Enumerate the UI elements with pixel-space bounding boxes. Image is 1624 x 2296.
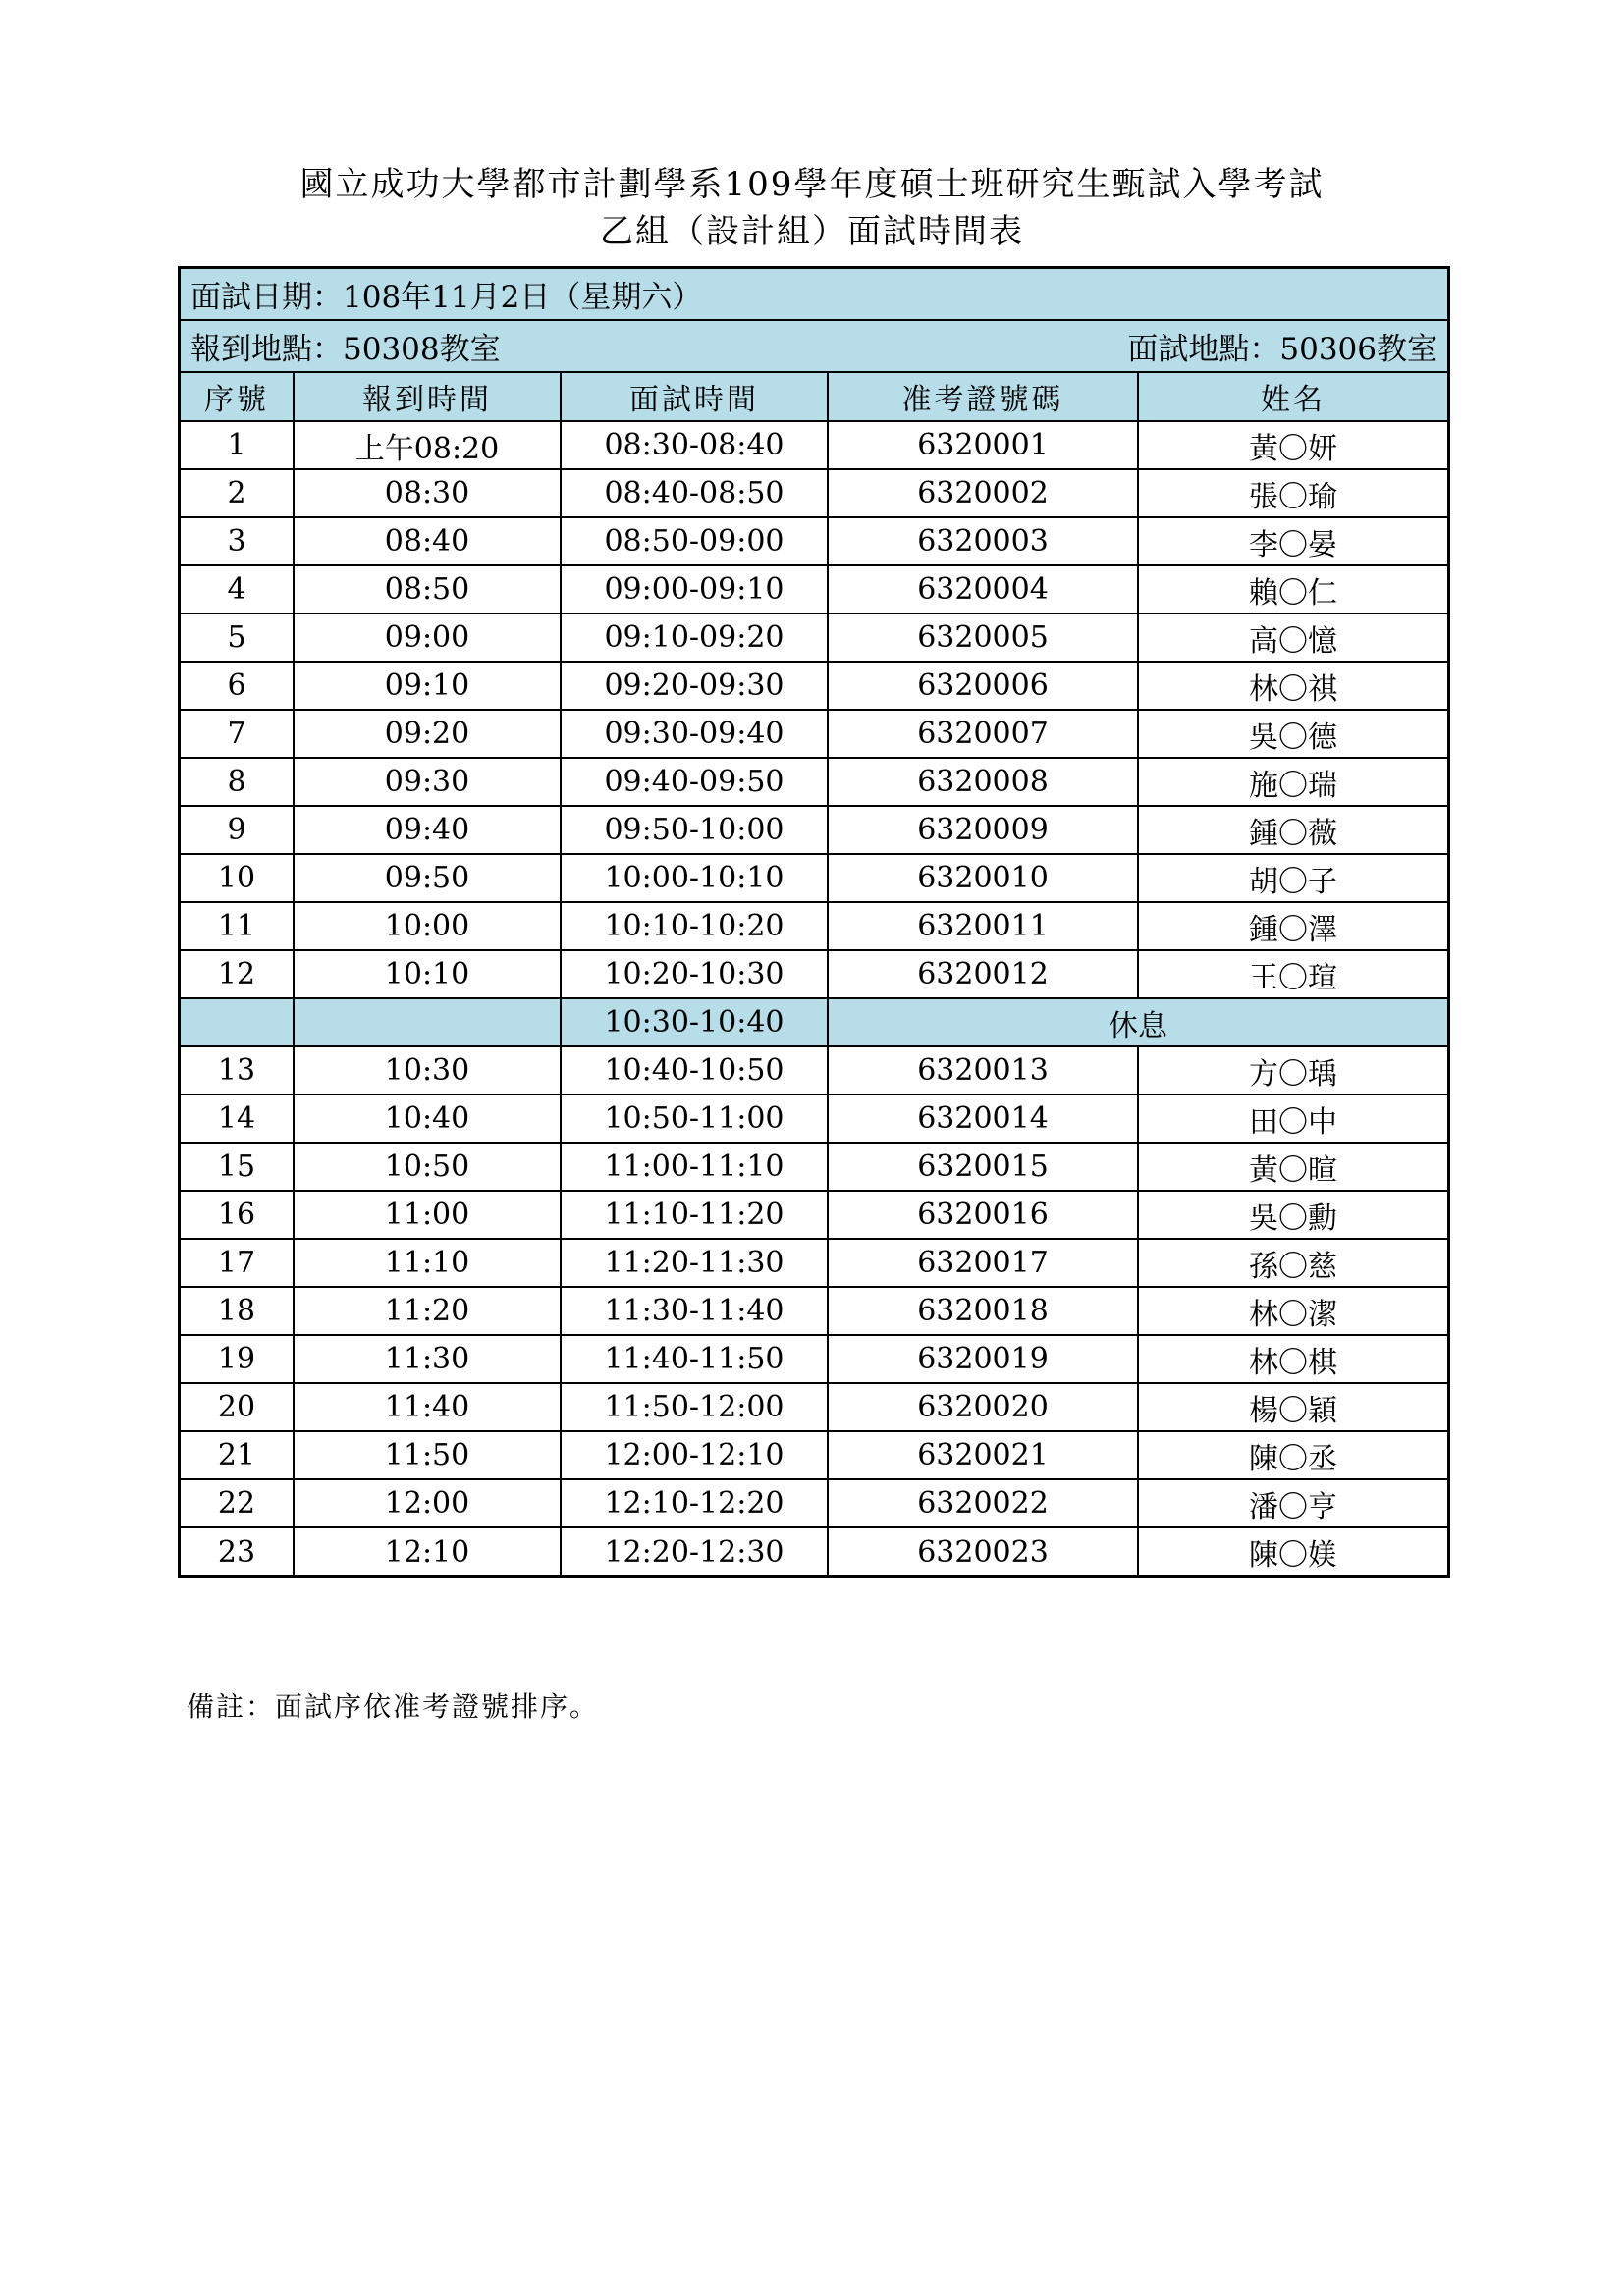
cell-ticket-number: 6320012 [828,950,1138,998]
cell-report-time: 上午08:20 [294,421,561,469]
column-header-ticket-number: 准考證號碼 [828,373,1138,421]
cell-interview-time: 09:50-10:00 [561,806,828,854]
cell-number: 9 [181,806,294,854]
table-row [181,662,1447,710]
cell-report-time: 11:00 [294,1191,561,1239]
cell-number: 13 [181,1046,294,1095]
table-row [181,469,1447,517]
cell-name: 吳〇勳 [1138,1191,1447,1239]
cell-interview-time: 11:20-11:30 [561,1239,828,1287]
cell-name: 吳〇德 [1138,710,1447,758]
break-row [181,998,1447,1046]
cell-name: 高〇憶 [1138,614,1447,662]
cell-report-time: 10:00 [294,902,561,950]
cell-number: 23 [181,1527,294,1575]
cell-interview-time: 11:10-11:20 [561,1191,828,1239]
table-row [181,1383,1447,1431]
cell-ticket-number: 6320017 [828,1239,1138,1287]
cell-number: 20 [181,1383,294,1431]
cell-name: 黃〇暄 [1138,1143,1447,1191]
cell-number: 19 [181,1335,294,1383]
cell-ticket-number: 6320020 [828,1383,1138,1431]
cell-name: 林〇祺 [1138,662,1447,710]
cell-number: 18 [181,1287,294,1335]
table-row [181,854,1447,902]
table-row [181,1287,1447,1335]
document-subtitle: 乙組（設計組）面試時間表 [600,212,1024,251]
table-row [181,1479,1447,1527]
cell-ticket-number: 6320006 [828,662,1138,710]
table-row [181,902,1447,950]
cell-ticket-number: 6320016 [828,1191,1138,1239]
table-row [181,1046,1447,1095]
cell-interview-time: 09:00-09:10 [561,565,828,614]
table-row [181,517,1447,565]
cell-ticket-number: 6320023 [828,1527,1138,1575]
cell-name: 胡〇子 [1138,854,1447,902]
cell-report-time: 09:20 [294,710,561,758]
cell-interview-time: 08:50-09:00 [561,517,828,565]
cell-report-time: 10:10 [294,950,561,998]
location-band [181,321,1447,373]
table-row [181,710,1447,758]
cell-name: 楊〇穎 [1138,1383,1447,1431]
cell-ticket-number: 6320007 [828,710,1138,758]
cell-ticket-number: 6320015 [828,1143,1138,1191]
cell-interview-time: 09:20-09:30 [561,662,828,710]
cell-ticket-number: 6320021 [828,1431,1138,1479]
cell-ticket-number: 6320002 [828,469,1138,517]
footnote: 備註：面試序依准考證號排序。 [187,1690,600,1723]
break-empty-cell [294,998,561,1046]
cell-interview-time: 10:00-10:10 [561,854,828,902]
cell-name: 田〇中 [1138,1095,1447,1143]
cell-number: 7 [181,710,294,758]
cell-name: 陳〇媄 [1138,1527,1447,1575]
cell-interview-time: 09:40-09:50 [561,758,828,806]
column-header-name: 姓名 [1138,373,1447,421]
table-row [181,1191,1447,1239]
table-row [181,614,1447,662]
table-row [181,758,1447,806]
cell-interview-time: 11:00-11:10 [561,1143,828,1191]
cell-name: 陳〇丞 [1138,1431,1447,1479]
cell-number: 16 [181,1191,294,1239]
cell-number: 17 [181,1239,294,1287]
cell-ticket-number: 6320005 [828,614,1138,662]
table-row [181,1143,1447,1191]
column-header-number: 序號 [181,373,294,421]
cell-report-time: 10:30 [294,1046,561,1095]
cell-number: 2 [181,469,294,517]
cell-number: 5 [181,614,294,662]
document-title: 國立成功大學都市計劃學系109學年度碩士班研究生甄試入學考試 [299,165,1325,204]
schedule-table [181,373,1447,1575]
cell-ticket-number: 6320022 [828,1479,1138,1527]
cell-ticket-number: 6320010 [828,854,1138,902]
date-band [181,269,1447,321]
column-header-report-time: 報到時間 [294,373,561,421]
cell-report-time: 11:10 [294,1239,561,1287]
cell-report-time: 10:50 [294,1143,561,1191]
table-row [181,421,1447,469]
interview-location: 面試地點：50306教室 [1127,332,1437,367]
column-header-interview-time: 面試時間 [561,373,828,421]
cell-report-time: 09:10 [294,662,561,710]
cell-interview-time: 10:20-10:30 [561,950,828,998]
cell-report-time: 10:40 [294,1095,561,1143]
cell-name: 黃〇妍 [1138,421,1447,469]
cell-ticket-number: 6320013 [828,1046,1138,1095]
cell-report-time: 12:00 [294,1479,561,1527]
cell-report-time: 08:40 [294,517,561,565]
cell-name: 張〇瑜 [1138,469,1447,517]
cell-name: 孫〇慈 [1138,1239,1447,1287]
cell-interview-time: 11:40-11:50 [561,1335,828,1383]
cell-ticket-number: 6320008 [828,758,1138,806]
cell-number: 11 [181,902,294,950]
cell-number: 3 [181,517,294,565]
cell-report-time: 08:50 [294,565,561,614]
cell-number: 8 [181,758,294,806]
cell-interview-time: 09:30-09:40 [561,710,828,758]
table-row [181,806,1447,854]
break-empty-cell [181,998,294,1046]
cell-name: 鍾〇薇 [1138,806,1447,854]
cell-name: 方〇瑀 [1138,1046,1447,1095]
schedule-sheet [178,266,1450,1578]
cell-interview-time: 10:40-10:50 [561,1046,828,1095]
cell-interview-time: 09:10-09:20 [561,614,828,662]
cell-interview-time: 12:00-12:10 [561,1431,828,1479]
cell-interview-time: 11:50-12:00 [561,1383,828,1431]
cell-name: 賴〇仁 [1138,565,1447,614]
cell-name: 林〇潔 [1138,1287,1447,1335]
table-row [181,1335,1447,1383]
cell-name: 潘〇亨 [1138,1479,1447,1527]
table-row [181,1527,1447,1575]
cell-interview-time: 11:30-11:40 [561,1287,828,1335]
cell-name: 王〇瑄 [1138,950,1447,998]
table-row [181,1239,1447,1287]
cell-report-time: 12:10 [294,1527,561,1575]
cell-interview-time: 08:40-08:50 [561,469,828,517]
cell-interview-time: 10:50-11:00 [561,1095,828,1143]
cell-number: 14 [181,1095,294,1143]
table-row [181,1431,1447,1479]
break-time: 10:30-10:40 [561,998,828,1046]
report-location: 報到地點：50308教室 [190,332,501,367]
cell-ticket-number: 6320011 [828,902,1138,950]
cell-name: 施〇瑞 [1138,758,1447,806]
table-row [181,1095,1447,1143]
cell-report-time: 11:20 [294,1287,561,1335]
cell-interview-time: 08:30-08:40 [561,421,828,469]
table-row [181,565,1447,614]
cell-report-time: 09:40 [294,806,561,854]
cell-report-time: 09:50 [294,854,561,902]
cell-ticket-number: 6320018 [828,1287,1138,1335]
cell-report-time: 11:40 [294,1383,561,1431]
cell-ticket-number: 6320009 [828,806,1138,854]
cell-name: 林〇棋 [1138,1335,1447,1383]
cell-number: 12 [181,950,294,998]
cell-number: 1 [181,421,294,469]
cell-number: 4 [181,565,294,614]
cell-number: 15 [181,1143,294,1191]
cell-number: 21 [181,1431,294,1479]
cell-report-time: 08:30 [294,469,561,517]
cell-report-time: 09:00 [294,614,561,662]
cell-number: 10 [181,854,294,902]
cell-interview-time: 12:20-12:30 [561,1527,828,1575]
cell-report-time: 09:30 [294,758,561,806]
table-row [181,950,1447,998]
cell-name: 李〇晏 [1138,517,1447,565]
cell-ticket-number: 6320001 [828,421,1138,469]
table-header-row [181,373,1447,421]
cell-report-time: 11:30 [294,1335,561,1383]
interview-date: 面試日期：108年11月2日（星期六） [190,280,703,315]
cell-number: 6 [181,662,294,710]
cell-interview-time: 12:10-12:20 [561,1479,828,1527]
break-label: 休息 [828,998,1447,1046]
cell-name: 鍾〇澤 [1138,902,1447,950]
cell-ticket-number: 6320019 [828,1335,1138,1383]
cell-ticket-number: 6320004 [828,565,1138,614]
cell-ticket-number: 6320014 [828,1095,1138,1143]
cell-ticket-number: 6320003 [828,517,1138,565]
cell-number: 22 [181,1479,294,1527]
cell-interview-time: 10:10-10:20 [561,902,828,950]
cell-report-time: 11:50 [294,1431,561,1479]
